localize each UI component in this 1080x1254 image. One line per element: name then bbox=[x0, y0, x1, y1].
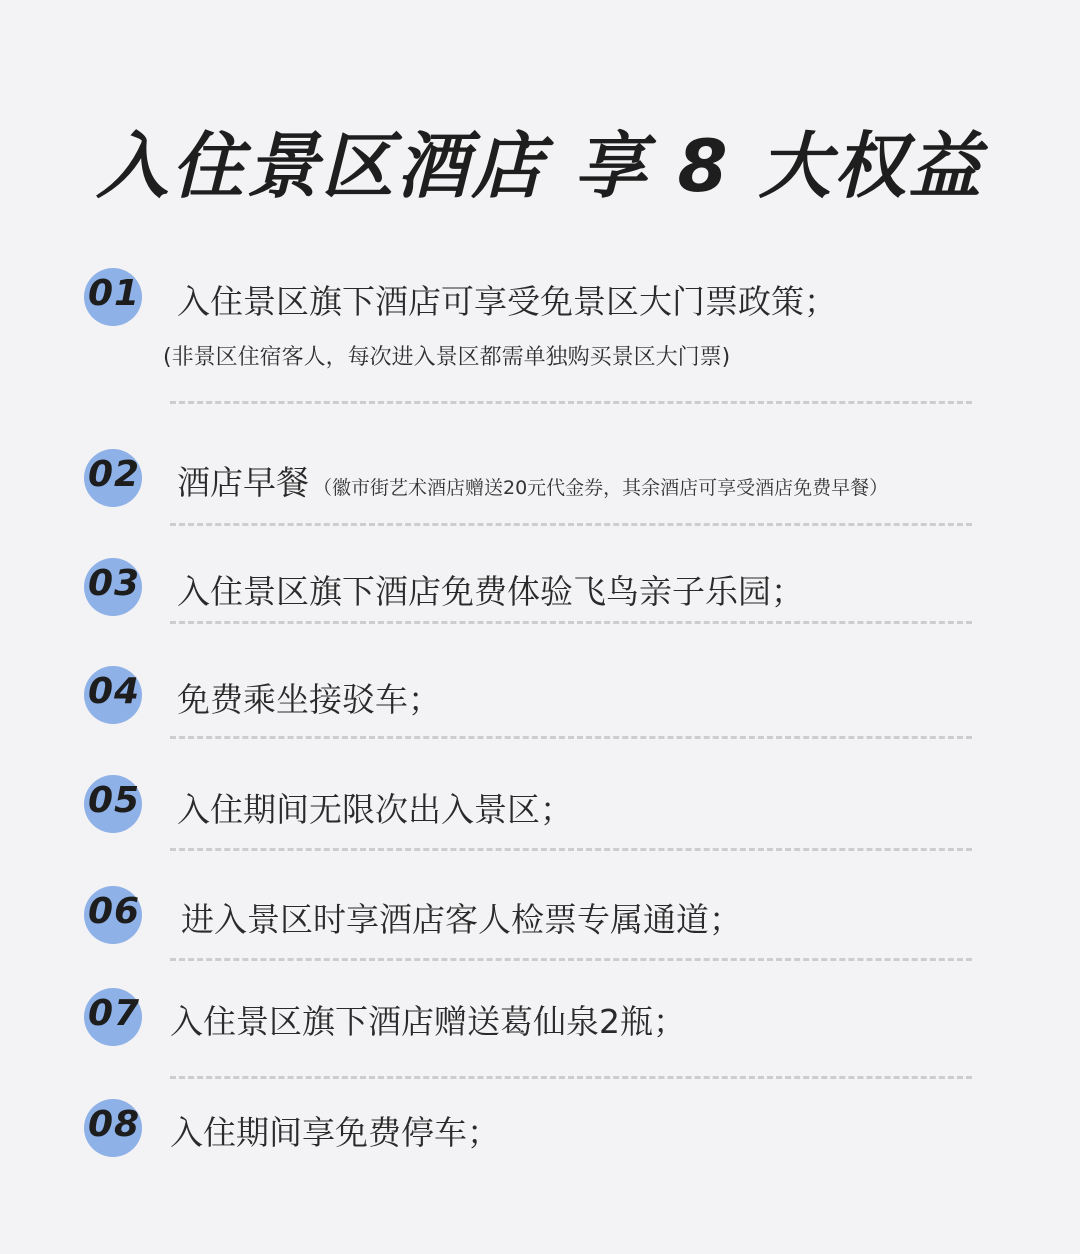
item-text: 入住期间享免费停车； bbox=[170, 1113, 500, 1152]
item-text bbox=[177, 457, 888, 504]
item-text: 入住景区旗下酒店免费体验飞鸟亲子乐园； bbox=[177, 572, 804, 611]
item-sub-note: (非景区住宿客人，每次进入景区都需单独购买景区大门票) bbox=[163, 345, 731, 370]
item-text: 免费乘坐接驳车； bbox=[177, 680, 441, 719]
item-note: （徽市街艺术酒店赠送20元代金券，其余酒店可享受酒店免费早餐） bbox=[313, 477, 889, 499]
number-badge-label: 07 bbox=[88, 993, 141, 1034]
divider bbox=[170, 958, 972, 961]
number-badge-label: 02 bbox=[88, 454, 141, 495]
divider bbox=[170, 736, 972, 739]
number-badge-label: 04 bbox=[88, 671, 141, 712]
item-text: 入住景区旗下酒店可享受免景区大门票政策； bbox=[177, 282, 837, 321]
number-badge-label: 05 bbox=[88, 780, 141, 821]
divider bbox=[170, 848, 972, 851]
item-text: 入住期间无限次出入景区； bbox=[177, 790, 573, 829]
page-title: 入住景区酒店 享 8 大权益 bbox=[96, 124, 984, 208]
divider bbox=[170, 621, 972, 624]
divider bbox=[170, 401, 972, 404]
divider bbox=[170, 523, 972, 526]
number-badge-label: 01 bbox=[88, 273, 141, 314]
divider bbox=[170, 1076, 972, 1079]
number-badge-label: 03 bbox=[88, 563, 141, 604]
item-text: 入住景区旗下酒店赠送葛仙泉2瓶； bbox=[170, 1002, 686, 1041]
item-text: 进入景区时享酒店客人检票专属通道； bbox=[181, 900, 742, 939]
number-badge-label: 08 bbox=[88, 1104, 141, 1145]
number-badge-label: 06 bbox=[88, 891, 141, 932]
item-text-main: 酒店早餐 bbox=[177, 463, 309, 502]
